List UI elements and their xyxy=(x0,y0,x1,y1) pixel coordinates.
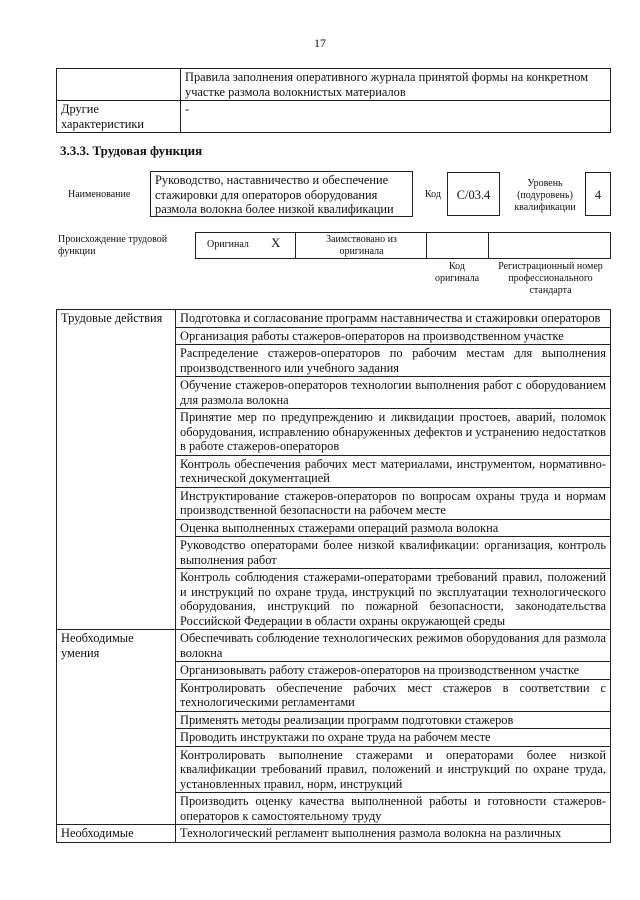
table-cell: Распределение стажеров-операторов по рабочим местам для выполнения производственного или учебного задания xyxy=(176,345,611,377)
table-cell: Применять методы реализации программ подготовки стажеров xyxy=(176,711,611,729)
borrowed-label: Заимствовано из оригинала xyxy=(326,234,397,257)
table-row xyxy=(57,101,611,133)
table-cell: Проводить инструктажи по охране труда на рабочем месте xyxy=(176,729,611,747)
origin-divider xyxy=(488,232,489,259)
level-value: 4 xyxy=(585,172,611,216)
origin-divider xyxy=(295,232,296,259)
row-value: - xyxy=(181,101,611,133)
original-mark: X xyxy=(271,235,281,250)
section-label: Необходимые умения xyxy=(57,630,176,825)
row-value: Правила заполнения оперативного журнала принятой формы на конкретном участке размола волокнистых материалов xyxy=(181,69,611,101)
table-cell: Оценка выполненных стажерами операций размола волокна xyxy=(176,519,611,537)
table-cell: Организация работы стажеров-операторов на производственном участке xyxy=(176,327,611,345)
row-label: Другие характеристики xyxy=(57,101,181,133)
row-label xyxy=(57,69,181,101)
table-cell: Технологический регламент выполнения размола волокна на различных xyxy=(176,825,611,843)
table-cell: Подготовка и согласование программ наставничества и стажировки операторов xyxy=(176,310,611,328)
table-cell: Контролировать выполнение стажерами и операторами более низкой квалификации требований правил, положений и инструкций по охране труда, установленных правил, норм, инструкций xyxy=(176,746,611,793)
table-cell: Обеспечивать соблюдение технологических режимов оборудования для размола волокна xyxy=(176,630,611,662)
table-cell: Руководство операторами более низкой квалификации: организация, контроль выполнения работ xyxy=(176,537,611,569)
code-label: Код xyxy=(425,189,441,200)
table-row xyxy=(57,630,611,662)
table-cell: Контроль соблюдения стажерами-операторами требований правил, положений и инструкций по охране труда, инструкций по эксплуатации технологического оборудования, инструкций по пожарной безопасности, законодательства Российской Федерации в области охраны окружающей среды xyxy=(176,569,611,630)
name-label: Наименование xyxy=(68,189,131,200)
origin-label: Происхождение трудовой функции xyxy=(58,234,168,257)
table-row xyxy=(57,310,611,328)
table-row xyxy=(57,825,611,843)
original-label: Оригинал xyxy=(207,239,249,250)
table-cell: Обучение стажеров-операторов технологии выполнения работ с оборудованием для размола волокна xyxy=(176,377,611,409)
section-label: Необходимые xyxy=(57,825,176,843)
table-cell: Принятие мер по предупреждению и ликвидации простоев, аварий, поломок оборудования, исправлению обнаруженных дефектов и устранению недостатков в работе стажеров-операторов xyxy=(176,409,611,456)
code-original-label: Код оригинала xyxy=(434,261,480,284)
top-continuation-table xyxy=(56,68,611,133)
reg-number-label: Регистрационный номер профессионального стандарта xyxy=(498,261,603,296)
code-value: С/03.4 xyxy=(447,172,500,216)
table-row xyxy=(57,69,611,101)
section-heading: 3.3.3. Трудовая функция xyxy=(60,143,203,158)
function-name: Руководство, наставничество и обеспечение стажировки для операторов оборудования размола волокна более низкой квалификации xyxy=(150,171,413,217)
level-label: Уровень (подуровень) квалификации xyxy=(514,178,576,213)
table-cell: Инструктирование стажеров-операторов по вопросам охраны труда и нормам производственной безопасности на рабочем месте xyxy=(176,487,611,519)
section-label: Трудовые действия xyxy=(57,310,176,630)
table-cell: Контроль обеспечения рабочих мест материалами, инструментом, нормативно-технической документацией xyxy=(176,455,611,487)
table-cell: Производить оценку качества выполненной работы и готовности стажеров-операторов к самостоятельному труду xyxy=(176,793,611,825)
origin-divider xyxy=(426,232,427,259)
table-cell: Организовывать работу стажеров-операторов на производственном участке xyxy=(176,662,611,680)
table-cell: Контролировать обеспечение рабочих мест стажеров в соответствии с технологическими регламентами xyxy=(176,679,611,711)
page-number: 17 xyxy=(314,36,326,50)
main-table xyxy=(56,309,611,843)
